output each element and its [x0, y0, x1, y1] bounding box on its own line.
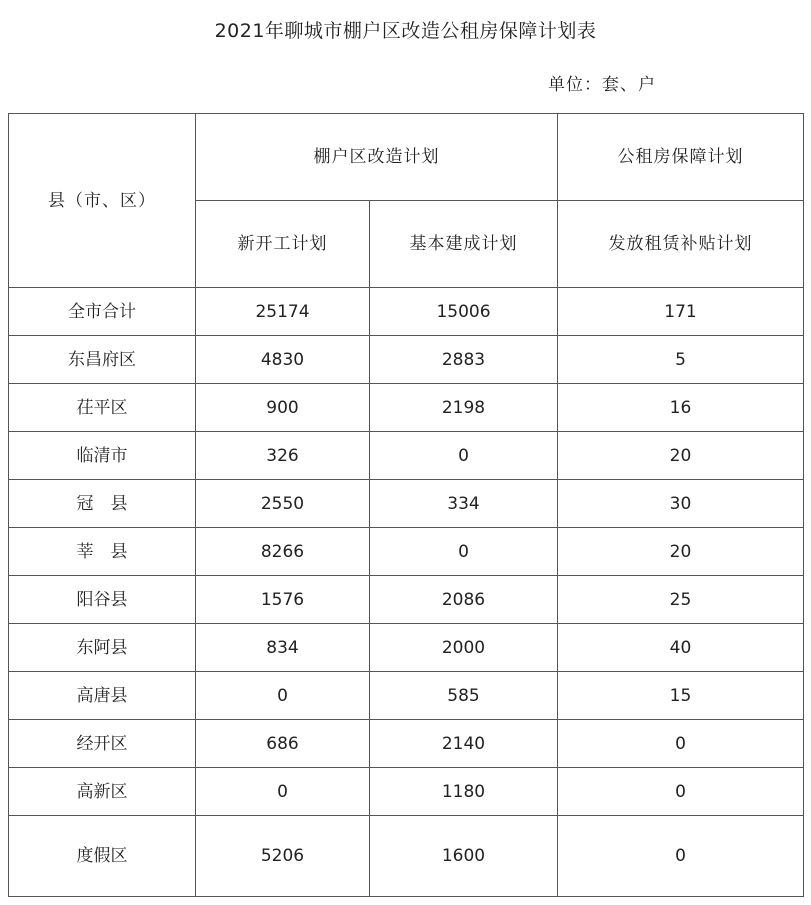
county-cell: 临清市: [9, 432, 196, 480]
rent-subsidy-cell: 0: [558, 768, 804, 816]
new-start-cell: 900: [196, 384, 370, 432]
table-row: [9, 480, 804, 528]
new-start-cell: 25174: [196, 288, 370, 336]
county-cell: 经开区: [9, 720, 196, 768]
table-row: [9, 576, 804, 624]
table-row: [9, 528, 804, 576]
basic-completion-cell: 1180: [370, 768, 558, 816]
table-row: [9, 336, 804, 384]
new-start-cell: 8266: [196, 528, 370, 576]
table-row: [9, 384, 804, 432]
table-row: [9, 672, 804, 720]
table-row: [9, 816, 804, 897]
new-start-cell: 326: [196, 432, 370, 480]
county-cell: 全市合计: [9, 288, 196, 336]
new-start-cell: 686: [196, 720, 370, 768]
new-start-cell: 5206: [196, 816, 370, 897]
table-row: [9, 768, 804, 816]
unit-note: 单位：套、户: [548, 75, 656, 95]
rent-subsidy-cell: 0: [558, 816, 804, 897]
new-start-cell: 1576: [196, 576, 370, 624]
rent-subsidy-cell: 25: [558, 576, 804, 624]
basic-completion-cell: 0: [370, 528, 558, 576]
rent-subsidy-header: 发放租赁补贴计划: [558, 201, 804, 288]
new-start-header: 新开工计划: [196, 201, 370, 288]
county-cell: 东昌府区: [9, 336, 196, 384]
basic-completion-cell: 2086: [370, 576, 558, 624]
basic-completion-cell: 0: [370, 432, 558, 480]
rent-subsidy-cell: 20: [558, 432, 804, 480]
table-row: [9, 624, 804, 672]
rent-subsidy-cell: 16: [558, 384, 804, 432]
rent-subsidy-cell: 5: [558, 336, 804, 384]
basic-completion-cell: 2883: [370, 336, 558, 384]
basic-completion-cell: 585: [370, 672, 558, 720]
county-cell: 冠 县: [9, 480, 196, 528]
basic-completion-header: 基本建成计划: [370, 201, 558, 288]
new-start-cell: 834: [196, 624, 370, 672]
basic-completion-cell: 15006: [370, 288, 558, 336]
page-title: 2021年聊城市棚户区改造公租房保障计划表: [214, 20, 597, 42]
header-row-1: [9, 114, 804, 201]
county-cell: 高唐县: [9, 672, 196, 720]
rent-subsidy-cell: 20: [558, 528, 804, 576]
rent-subsidy-cell: 0: [558, 720, 804, 768]
table-row: [9, 720, 804, 768]
basic-completion-cell: 2198: [370, 384, 558, 432]
new-start-cell: 2550: [196, 480, 370, 528]
rent-subsidy-cell: 40: [558, 624, 804, 672]
public-rental-plan-header: 公租房保障计划: [558, 114, 804, 201]
county-cell: 度假区: [9, 816, 196, 897]
table-row: [9, 432, 804, 480]
basic-completion-cell: 334: [370, 480, 558, 528]
rent-subsidy-cell: 30: [558, 480, 804, 528]
rent-subsidy-cell: 15: [558, 672, 804, 720]
county-header: 县（市、区）: [9, 114, 196, 288]
shantytown-plan-header: 棚户区改造计划: [196, 114, 558, 201]
county-cell: 茌平区: [9, 384, 196, 432]
county-cell: 高新区: [9, 768, 196, 816]
basic-completion-cell: 2000: [370, 624, 558, 672]
county-cell: 莘 县: [9, 528, 196, 576]
basic-completion-cell: 2140: [370, 720, 558, 768]
new-start-cell: 0: [196, 672, 370, 720]
plan-table: [8, 113, 804, 897]
new-start-cell: 4830: [196, 336, 370, 384]
rent-subsidy-cell: 171: [558, 288, 804, 336]
new-start-cell: 0: [196, 768, 370, 816]
table-row: [9, 288, 804, 336]
county-cell: 阳谷县: [9, 576, 196, 624]
basic-completion-cell: 1600: [370, 816, 558, 897]
county-cell: 东阿县: [9, 624, 196, 672]
